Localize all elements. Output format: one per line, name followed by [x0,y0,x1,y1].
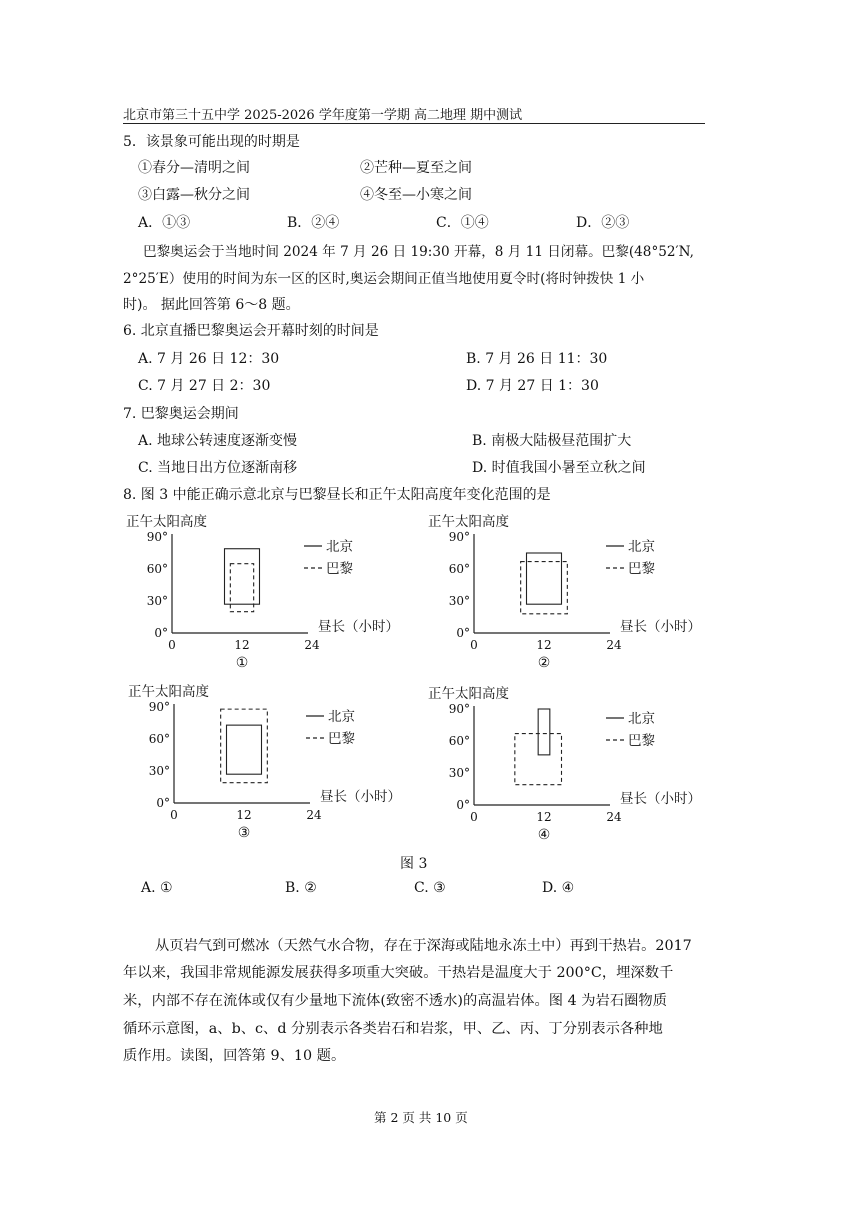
y-tick-label: 30° [448,766,470,780]
q8-choice-a: A. ① [141,880,173,896]
x-tick-label: 12 [536,638,552,652]
x-tick-label: 0 [470,810,478,824]
y-tick-label: 90° [448,702,470,716]
paris-range-box [221,709,268,783]
chart-ylabel: 正午太阳高度 [428,686,509,702]
x-tick-label: 24 [606,810,622,824]
x-tick-label: 24 [306,808,322,822]
panel-number: ③ [237,825,251,841]
q6-choice-d: D. 7 月 27 日 1：30 [466,378,599,394]
q7-choice-b: B. 南极大陆极昼范围扩大 [472,433,632,449]
chart-ylabel: 正午太阳高度 [126,514,207,530]
q5-option-2: ②芒种—夏至之间 [360,160,472,176]
q5-option-4: ④冬至—小寒之间 [360,187,472,203]
header-divider [123,123,705,124]
figure-caption: 图 3 [400,856,428,872]
y-tick-label: 90° [146,530,168,544]
q6-choice-b: B. 7 月 26 日 11：30 [466,351,608,367]
y-tick-label: 0° [154,626,168,640]
q5-choice-a: A．①③ [138,215,191,231]
q6-choice-c: C. 7 月 27 日 2：30 [138,378,271,394]
q8-choice-b: B. ② [285,880,317,896]
q5-choice-b: B．②④ [287,215,340,231]
legend-paris-label: 巴黎 [628,733,655,749]
x-tick-label: 12 [236,808,252,822]
y-tick-label: 60° [448,562,470,576]
y-tick-label: 60° [148,732,170,746]
paris-range-box [521,562,568,614]
legend-paris-label: 巴黎 [326,561,353,577]
q7-stem: 7. 巴黎奥运会期间 [123,406,239,422]
y-tick-label: 30° [448,594,470,608]
page-footer: 第 2 页 共 10 页 [374,1110,468,1125]
chart-panel-1 [118,510,428,675]
passage-2-line-2: 年以来，我国非常规能源发展获得多项重大突破。干热岩是温度大于 200°C，埋深数千 [123,965,674,981]
passage-2-line-3: 米，内部不存在流体或仅有少量地下流体(致密不透水)的高温岩体。图 4 为岩石圈物质 [123,993,668,1009]
x-tick-label: 12 [234,638,250,652]
legend-beijing-label: 北京 [328,709,355,725]
chart-panel-3 [120,680,430,845]
q5-option-1: ①春分—清明之间 [138,160,250,176]
y-tick-label: 30° [146,594,168,608]
legend-beijing-label: 北京 [628,711,655,727]
x-tick-label: 0 [170,808,178,822]
legend-paris-label: 巴黎 [328,731,355,747]
x-tick-label: 0 [168,638,176,652]
q8-choice-c: C. ③ [414,880,446,896]
q8-stem: 8. 图 3 中能正确示意北京与巴黎昼长和正午太阳高度年变化范围的是 [123,487,551,503]
q7-choice-a: A. 地球公转速度逐渐变慢 [138,433,298,449]
y-tick-label: 30° [148,764,170,778]
q6-choice-a: A. 7 月 26 日 12：30 [138,351,280,367]
x-tick-label: 12 [536,810,552,824]
q5-choice-c: C．①④ [436,215,489,231]
chart-panel-4 [420,682,720,847]
x-tick-label: 0 [470,638,478,652]
beijing-range-box [527,553,562,604]
x-tick-label: 24 [606,638,622,652]
x-tick-label: 24 [304,638,320,652]
beijing-range-box [227,725,262,774]
passage-1-line-1: 巴黎奥运会于当地时间 2024 年 7 月 26 日 19:30 开幕，8 月 11 日闭幕。巴黎(48°52′N, [143,244,694,260]
chart-xlabel: 昼长（小时） [318,619,399,635]
passage-2-line-4: 循环示意图，a、b、c、d 分别表示各类岩石和岩浆，甲、乙、丙、丁分别表示各种地 [123,1021,663,1037]
y-tick-label: 60° [448,734,470,748]
beijing-range-box [538,709,550,755]
legend-beijing-label: 北京 [628,539,655,555]
q7-choice-d: D. 时值我国小暑至立秋之间 [472,460,646,476]
q6-stem: 6. 北京直播巴黎奥运会开幕时刻的时间是 [123,323,379,339]
legend-beijing-label: 北京 [326,539,353,555]
panel-number: ① [235,655,249,671]
page-header: 北京市第三十五中学 2025-2026 学年度第一学期 高二地理 期中测试 [123,108,523,123]
chart-ylabel: 正午太阳高度 [428,514,509,530]
q5-option-3: ③白露—秋分之间 [138,187,250,203]
q5-stem: 5．该景象可能出现的时期是 [123,134,300,150]
q5-choice-d: D．②③ [576,215,630,231]
chart-panel-2 [420,510,720,675]
passage-2-line-5: 质作用。读图，回答第 9、10 题。 [123,1048,346,1064]
y-tick-label: 0° [156,796,170,810]
y-tick-label: 90° [148,700,170,714]
y-tick-label: 90° [448,530,470,544]
beijing-range-box [225,549,260,604]
passage-1-line-3: 时)。 据此回答第 6～8 题。 [123,297,300,313]
y-tick-label: 60° [146,562,168,576]
chart-xlabel: 昼长（小时） [620,619,701,635]
q8-choice-d: D. ④ [542,880,575,896]
panel-number: ④ [537,827,551,843]
panel-number: ② [537,655,551,671]
chart-xlabel: 昼长（小时） [320,789,401,805]
chart-xlabel: 昼长（小时） [620,791,701,807]
y-tick-label: 0° [456,798,470,812]
legend-paris-label: 巴黎 [628,561,655,577]
q7-choice-c: C. 当地日出方位逐渐南移 [138,460,298,476]
y-tick-label: 0° [456,626,470,640]
passage-2-line-1: 从页岩气到可燃冰（天然气水合物，存在于深海或陆地永冻土中）再到干热岩。2017 [155,938,692,954]
passage-1-line-2: 2°25′E）使用的时间为东一区的区时,奥运会期间正值当地使用夏令时(将时钟拨快 1 小 [123,271,645,287]
chart-ylabel: 正午太阳高度 [128,684,209,700]
